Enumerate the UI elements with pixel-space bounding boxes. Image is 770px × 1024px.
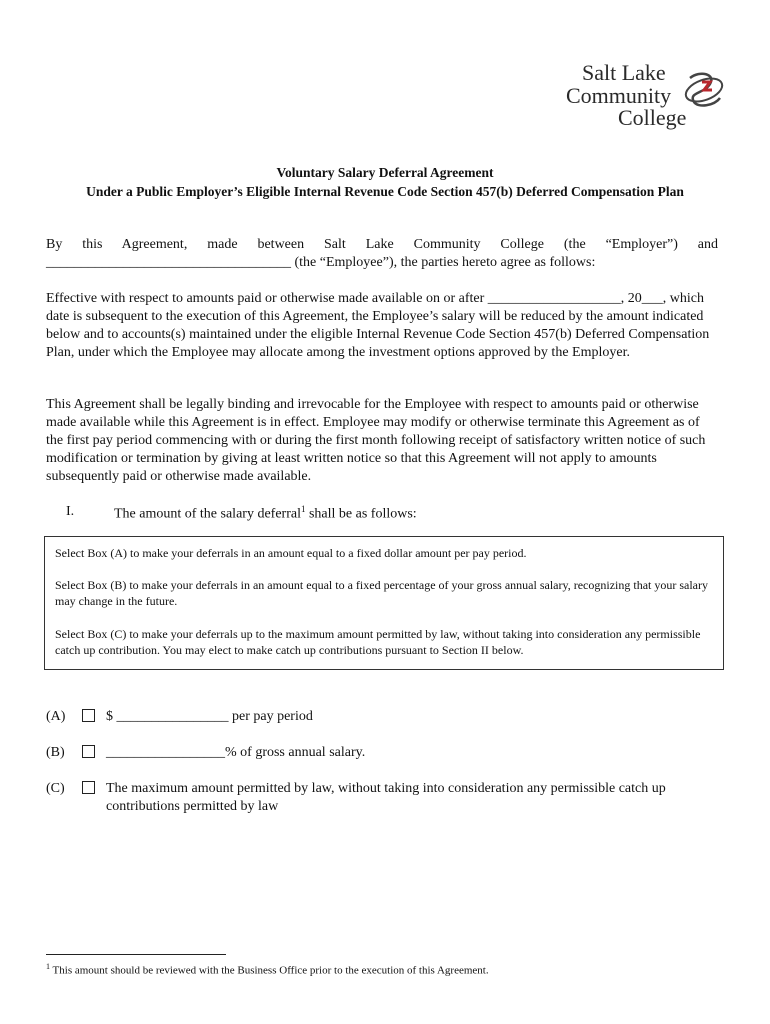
section-heading: The amount of the salary deferral$^1$ shall be as follows:: [114, 504, 417, 522]
logo-swirl-icon: [680, 68, 728, 112]
option-b-label: (B): [46, 745, 65, 760]
option-b-checkbox[interactable]: [82, 745, 95, 758]
logo-line-3: College: [618, 105, 687, 130]
footnote-text: This amount should be reviewed with the Business Office prior to the execution of this Agreement.: [50, 964, 489, 977]
instruction-c: Select Box (C) to make your deferrals up to the maximum amount permitted by law, without taking into consideration any permissible catch up contribution. You may elect to make catch up contributions pursuant to Section II below.: [55, 627, 701, 657]
footnote-mark: 1: [46, 962, 50, 971]
intro-line-2: ___________________________________ (the “Employee”), the parties hereto agree as follows:: [46, 255, 596, 270]
college-logo: [560, 60, 730, 128]
intro-paragraph: [46, 236, 718, 272]
footnote-ref: 1: [300, 504, 306, 514]
effective-date-paragraph: Effective with respect to amounts paid or otherwise made available on or after ___________________, 20___, which date is subsequent to the execution of this Agreement, the Employee’s salary will be reduced by the amount indicated below and to accounts(s) maintained under the eligible Internal Revenue Code Section 457(b) Deferred Compensation Plan, under which the Employee may allocate among the investment options approved by the Employer.: [46, 291, 710, 360]
instructions-box: [44, 536, 724, 670]
option-b-text: _________________% of gross annual salary.: [106, 745, 366, 760]
option-c-text: The maximum amount permitted by law, without taking into consideration any permissible catch up contributions permitted by law: [106, 781, 666, 814]
instruction-b: Select Box (B) to make your deferrals in an amount equal to a fixed percentage of your gross annual salary, recognizing that your salary may change in the future.: [55, 578, 708, 608]
option-a-checkbox[interactable]: [82, 709, 95, 722]
footnote: [46, 962, 489, 977]
option-a-label: (A): [46, 709, 66, 724]
option-a-text: $ ________________ per pay period: [106, 709, 313, 724]
logo-line-1: Salt Lake: [582, 60, 666, 85]
section-number: I.: [66, 504, 75, 519]
instruction-a: Select Box (A) to make your deferrals in an amount equal to a fixed dollar amount per pay period.: [55, 546, 527, 560]
binding-paragraph: This Agreement shall be legally binding and irrevocable for the Employee with respect to amounts paid or otherwise made available while this Agreement is in effect. Employee may modify or otherwise terminate this Agreement as of the first pay period commencing with or during the first month following receipt of satisfactory written notice of such modification or termination by giving at least written notice so that this Agreement will not apply to amounts subsequently paid or otherwise made available.: [46, 397, 706, 484]
document-subtitle: Under a Public Employer’s Eligible Internal Revenue Code Section 457(b) Deferred Compensation Plan: [86, 184, 684, 199]
option-c-label: (C): [46, 781, 65, 796]
intro-line-1: By this Agreement, made between Salt Lake Community College (the “Employer”) and: [46, 237, 718, 252]
option-c-checkbox[interactable]: [82, 781, 95, 794]
logo-line-2: Community: [566, 83, 672, 108]
document-title: Voluntary Salary Deferral Agreement: [276, 165, 494, 180]
footnote-divider: [46, 954, 226, 955]
